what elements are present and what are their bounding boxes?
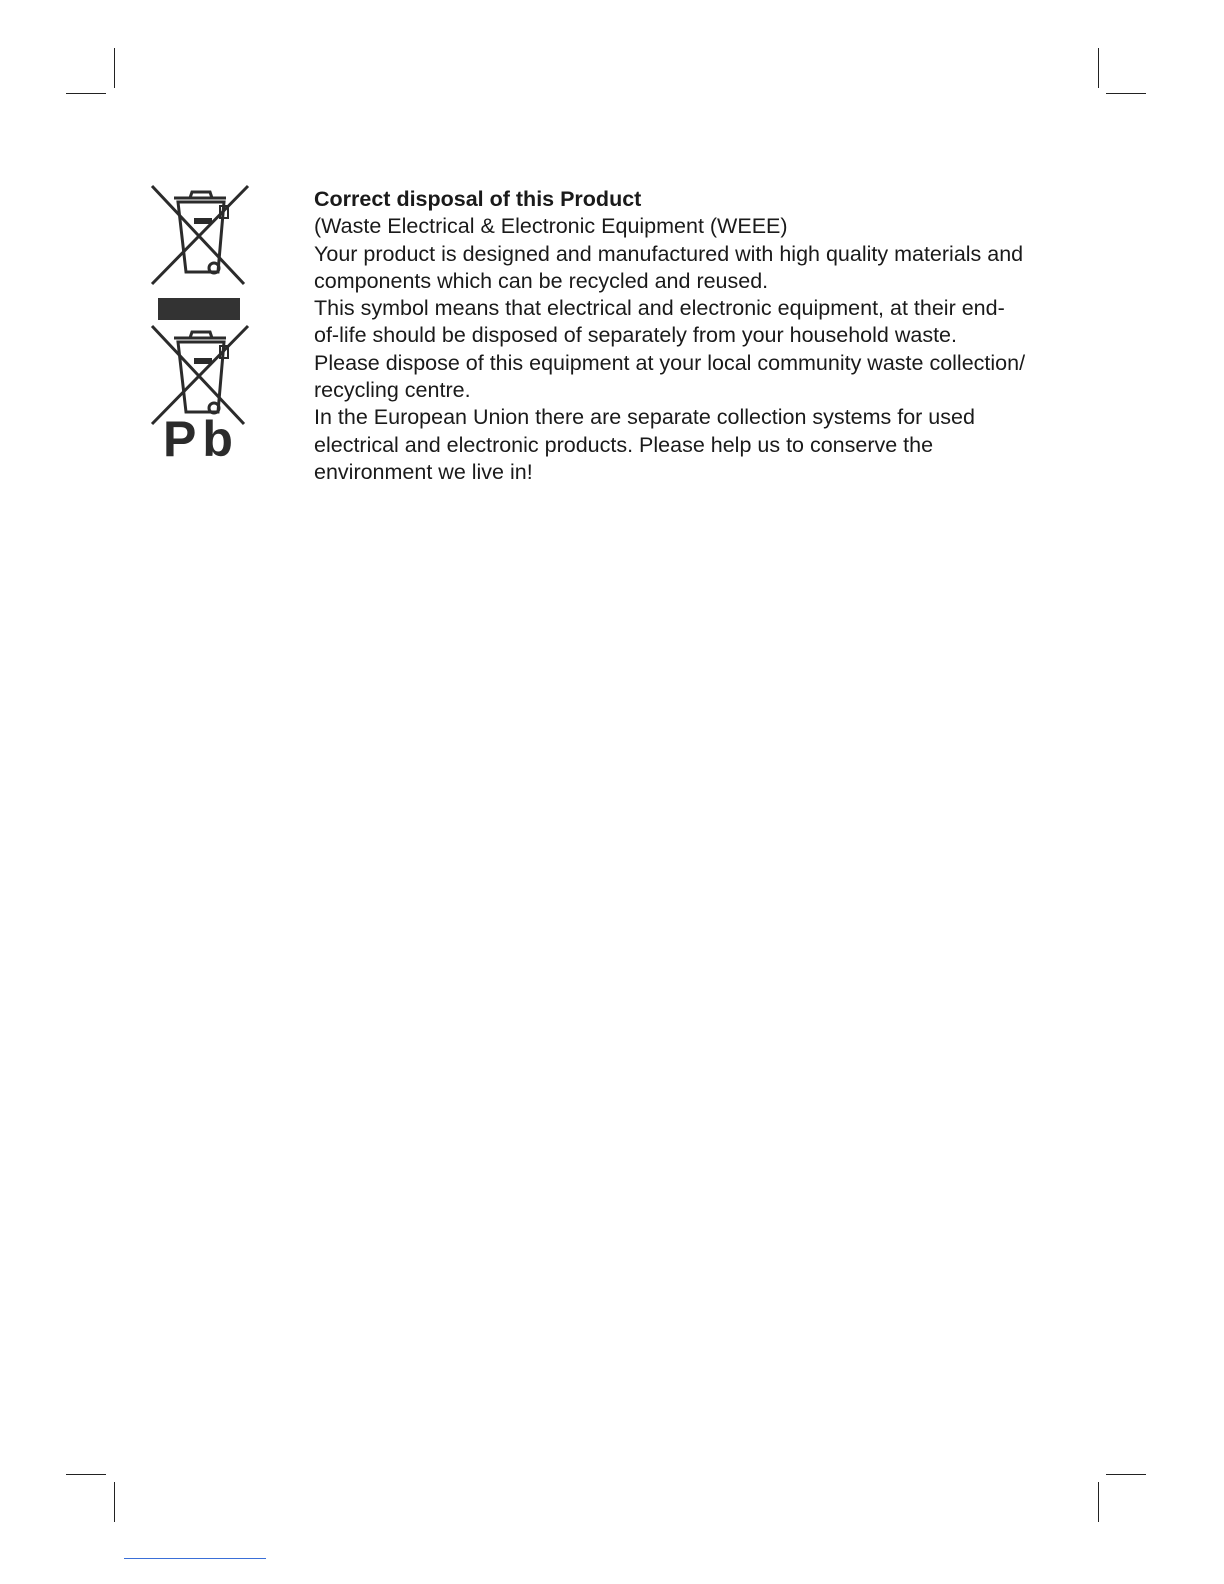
crossed-out-wheelie-bin-icon	[148, 184, 252, 288]
notice-line: of-life should be disposed of separately from your household waste.	[314, 323, 957, 348]
notice-line: Your product is designed and manufactured with high quality materials and	[314, 241, 1024, 266]
crop-mark-bottom-left-horizontal	[66, 1474, 106, 1475]
notice-line: environment we live in!	[314, 459, 533, 484]
crop-mark-top-left-vertical	[114, 48, 115, 88]
notice-title: Correct disposal of this Product	[314, 187, 642, 211]
notice-line: In the European Union there are separate collection systems for used	[314, 405, 975, 430]
notice-line: Please dispose of this equipment at your local community waste collection/	[314, 350, 1026, 375]
notice-line: (Waste Electrical & Electronic Equipment (WEEE)	[314, 214, 788, 239]
footer-rule	[124, 1558, 266, 1559]
crop-mark-top-right-horizontal	[1106, 93, 1146, 94]
crop-mark-bottom-right-horizontal	[1106, 1474, 1146, 1475]
weee-symbols	[148, 184, 252, 428]
lead-symbol-label: Pb	[163, 411, 239, 467]
notice-line: components which can be recycled and reused.	[314, 268, 769, 293]
notice-line: electrical and electronic products. Please help us to conserve the	[314, 432, 934, 457]
crop-mark-bottom-left-vertical	[114, 1482, 115, 1522]
notice-line: This symbol means that electrical and electronic equipment, at their end-	[314, 296, 1005, 321]
crop-mark-top-right-vertical	[1098, 48, 1099, 88]
crop-mark-bottom-right-vertical	[1098, 1482, 1099, 1522]
weee-black-bar	[158, 298, 240, 320]
disposal-notice	[314, 186, 1114, 486]
notice-line: recycling centre.	[314, 378, 471, 403]
crop-mark-top-left-horizontal	[66, 93, 106, 94]
